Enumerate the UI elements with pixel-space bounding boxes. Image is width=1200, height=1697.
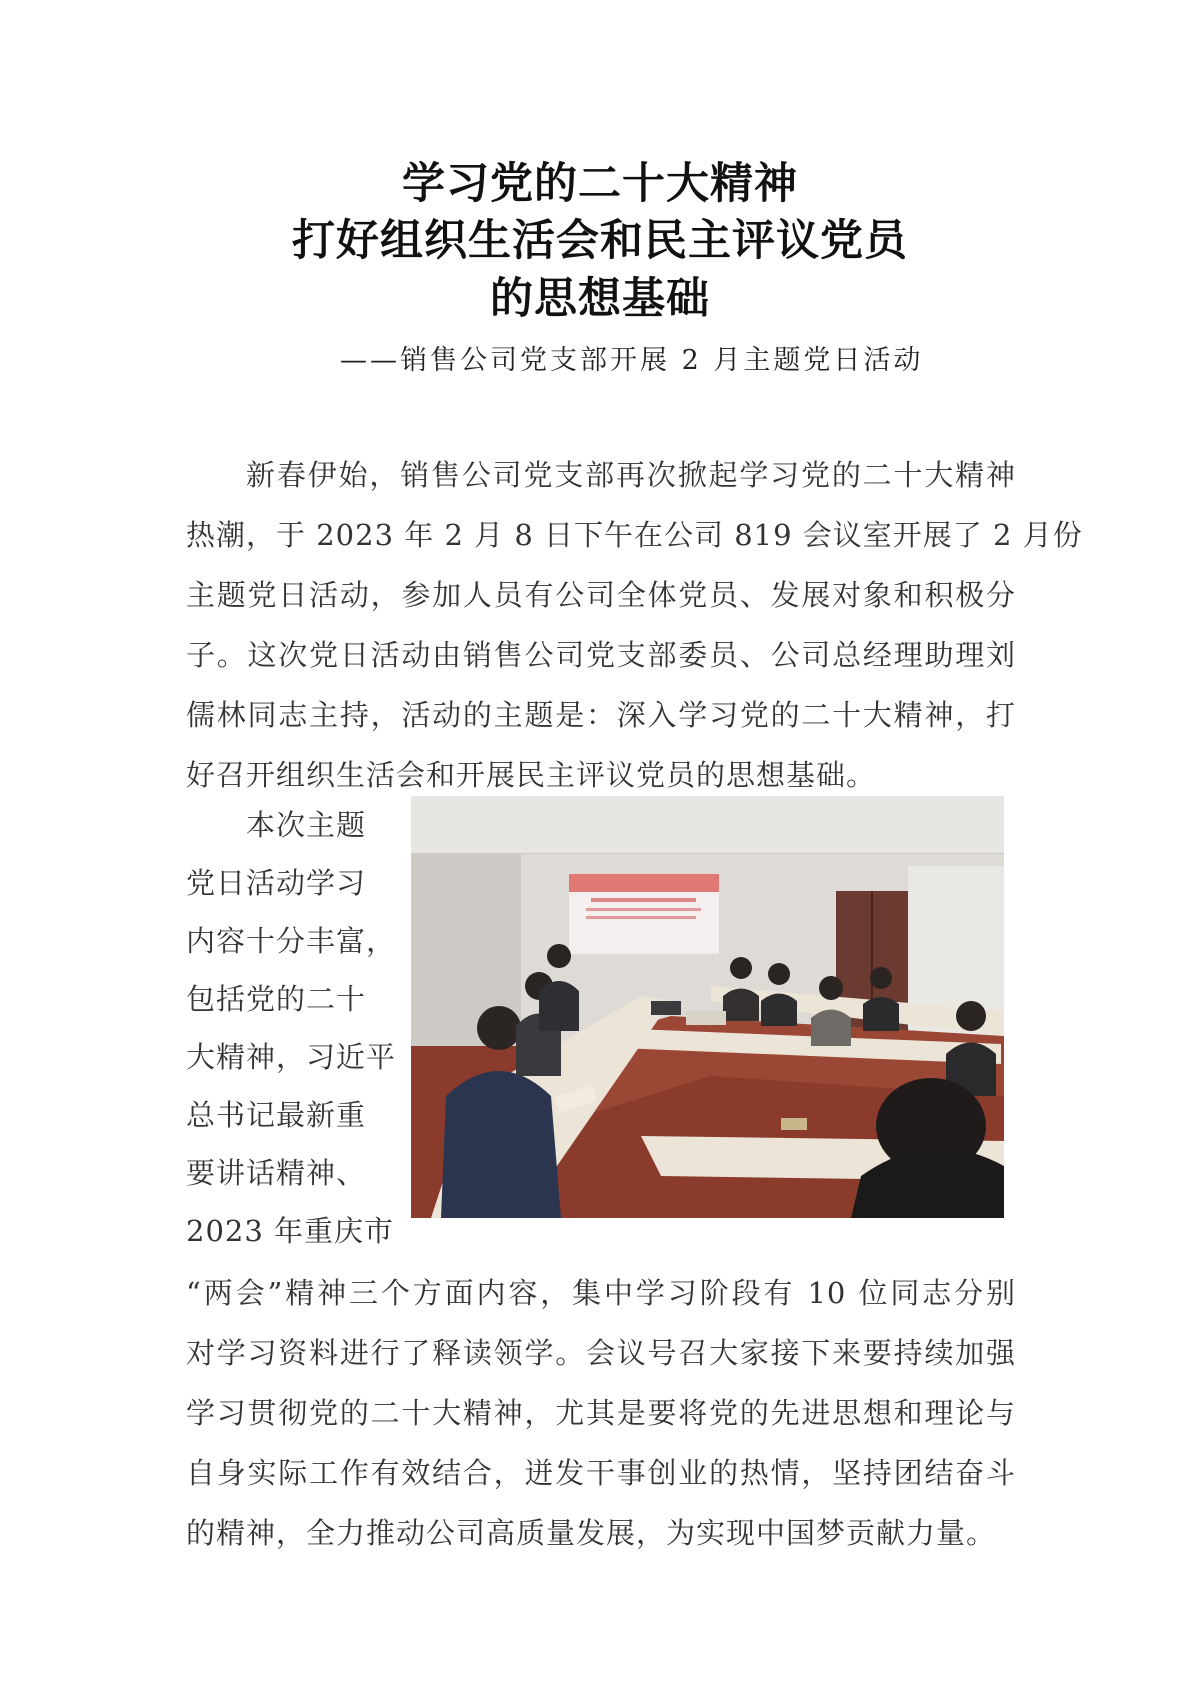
paragraph-line: 学习贯彻党的二十大精神，尤其是要将党的先进思想和理论与 [186,1396,1016,1430]
paragraph-line: 内容十分丰富， [186,924,397,958]
paragraph-line: 本次主题 [246,808,367,842]
paragraph-line: 2023 年重庆市 [186,1214,395,1248]
paragraph-line: 党日活动学习 [186,866,367,900]
paragraph-line: 子。这次党日活动由销售公司党支部委员、公司总经理助理刘 [186,638,1016,672]
title-line-3: 的思想基础 [490,274,710,324]
paragraph-line: 要讲话精神、 [186,1156,367,1190]
paragraph-line: 自身实际工作有效结合，迸发干事创业的热情，坚持团结奋斗 [186,1456,1016,1490]
paragraph-line: 主题党日活动，参加人员有公司全体党员、发展对象和积极分 [186,578,1016,612]
title-line-2: 打好组织生活会和民主评议党员 [292,216,908,266]
paragraph-line: 对学习资料进行了释读领学。会议号召大家接下来要持续加强 [186,1336,1016,1370]
paragraph-line: 总书记最新重 [186,1098,367,1132]
paragraph-line: 热潮，于 2023 年 2 月 8 日下午在公司 819 会议室开展了 2 月份 [186,518,1083,552]
paragraph-line: “两会”精神三个方面内容，集中学习阶段有 10 位同志分别 [186,1276,1016,1310]
paragraph-line: 大精神，习近平 [186,1040,397,1074]
paragraph-line: 儒林同志主持，活动的主题是：深入学习党的二十大精神，打 [186,698,1016,732]
paragraph-line: 包括党的二十 [186,982,367,1016]
paragraph-line: 新春伊始，销售公司党支部再次掀起学习党的二十大精神 [246,458,1016,492]
paragraph-line: 的精神，全力推动公司高质量发展，为实现中国梦贡献力量。 [186,1516,997,1550]
paragraph-line: 好召开组织生活会和开展民主评议党员的思想基础。 [186,758,877,792]
subtitle: ——销售公司党支部开展 2 月主题党日活动 [340,345,924,376]
title-line-1: 学习党的二十大精神 [402,159,798,209]
meeting-photo [411,796,1004,1218]
